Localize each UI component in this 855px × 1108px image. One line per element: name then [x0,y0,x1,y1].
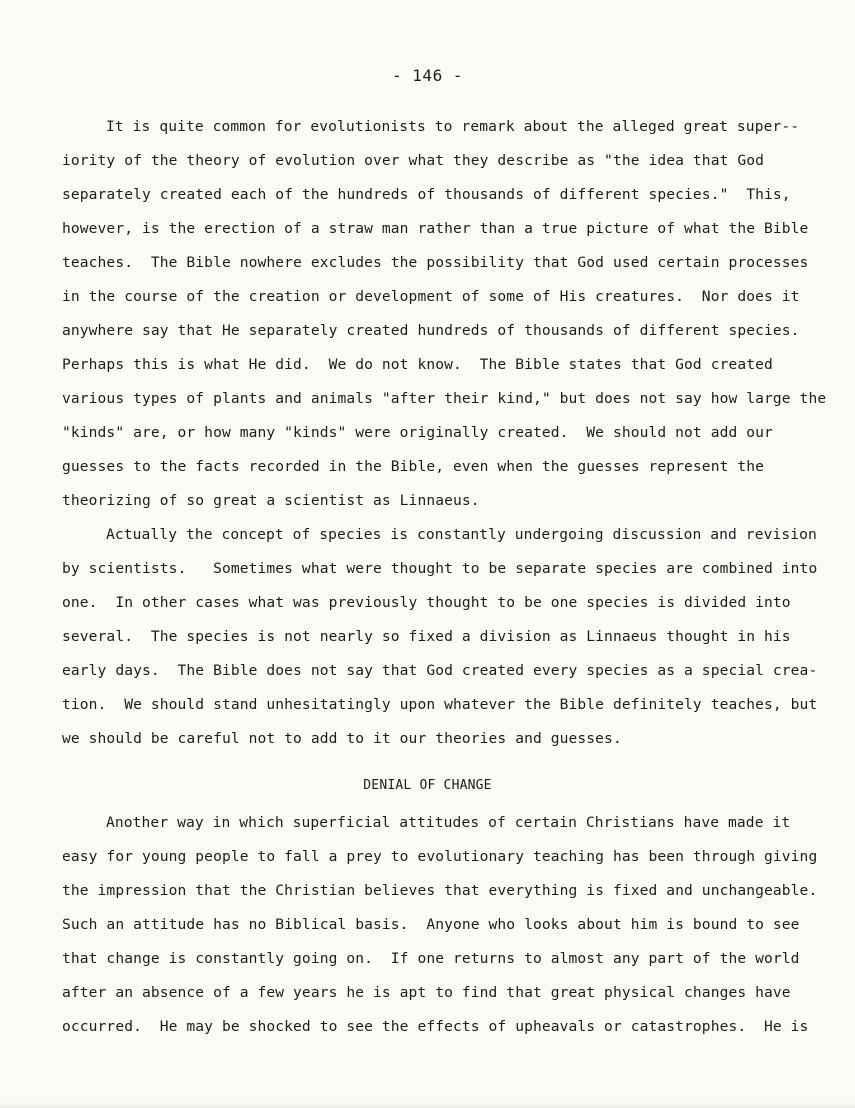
paragraph-3-line: after an absence of a few years he is apt to find that great physical changes have [62,984,791,1001]
paragraph-1-line: It is quite common for evolutionists to remark about the alleged great super-- [106,118,800,135]
paragraph-3-line: Such an attitude has no Biblical basis. Anyone who looks about him is bound to see [62,916,800,933]
paragraph-1-line: guesses to the facts recorded in the Bible, even when the guesses represent the [62,458,765,475]
paragraph-1-line: separately created each of the hundreds of thousands of different species." This, [62,186,791,203]
paragraph-2-line: Actually the concept of species is constantly undergoing discussion and revision [106,526,817,543]
paragraph-1-line: various types of plants and animals "after their kind," but does not say how large the [62,390,827,407]
paragraph-2-line: several. The species is not nearly so fixed a division as Linnaeus thought in his [62,628,791,645]
page-number: - 146 - [392,66,463,85]
paragraph-2-line: early days. The Bible does not say that God created every species as a special crea- [62,662,818,679]
paragraph-1-line: iority of the theory of evolution over what they describe as "the idea that God [62,152,765,169]
paragraph-1-line: theorizing of so great a scientist as Linnaeus. [62,492,480,509]
paragraph-3-line: occurred. He may be shocked to see the effects of upheavals or catastrophes. He is [62,1018,809,1035]
scan-edge-shadow [0,1102,855,1108]
paragraph-1-line: teaches. The Bible nowhere excludes the possibility that God used certain processes [62,254,809,271]
paragraph-2-line: we should be careful not to add to it our theories and guesses. [62,730,622,747]
paragraph-2-line: tion. We should stand unhesitatingly upon whatever the Bible definitely teaches, but [62,696,818,713]
paragraph-1-line: Perhaps this is what He did. We do not know. The Bible states that God created [62,356,773,373]
paragraph-2-line: one. In other cases what was previously thought to be one species is divided into [62,594,791,611]
paragraph-1-line: however, is the erection of a straw man rather than a true picture of what the Bible [62,220,809,237]
paragraph-1-line: anywhere say that He separately created hundreds of thousands of different species. [62,322,800,339]
paragraph-1-line: in the course of the creation or development of some of His creatures. Nor does it [62,288,800,305]
paragraph-1-line: "kinds" are, or how many "kinds" were originally created. We should not add our [62,424,773,441]
section-heading: DENIAL OF CHANGE [363,778,492,793]
paragraph-3-line: that change is constantly going on. If one returns to almost any part of the world [62,950,800,967]
paragraph-2-line: by scientists. Sometimes what were thought to be separate species are combined into [62,560,818,577]
paragraph-3-line: the impression that the Christian believes that everything is fixed and unchangeable. [62,882,818,899]
paragraph-3-line: easy for young people to fall a prey to evolutionary teaching has been through giving [62,848,818,865]
paragraph-3-line: Another way in which superficial attitudes of certain Christians have made it [106,814,791,831]
